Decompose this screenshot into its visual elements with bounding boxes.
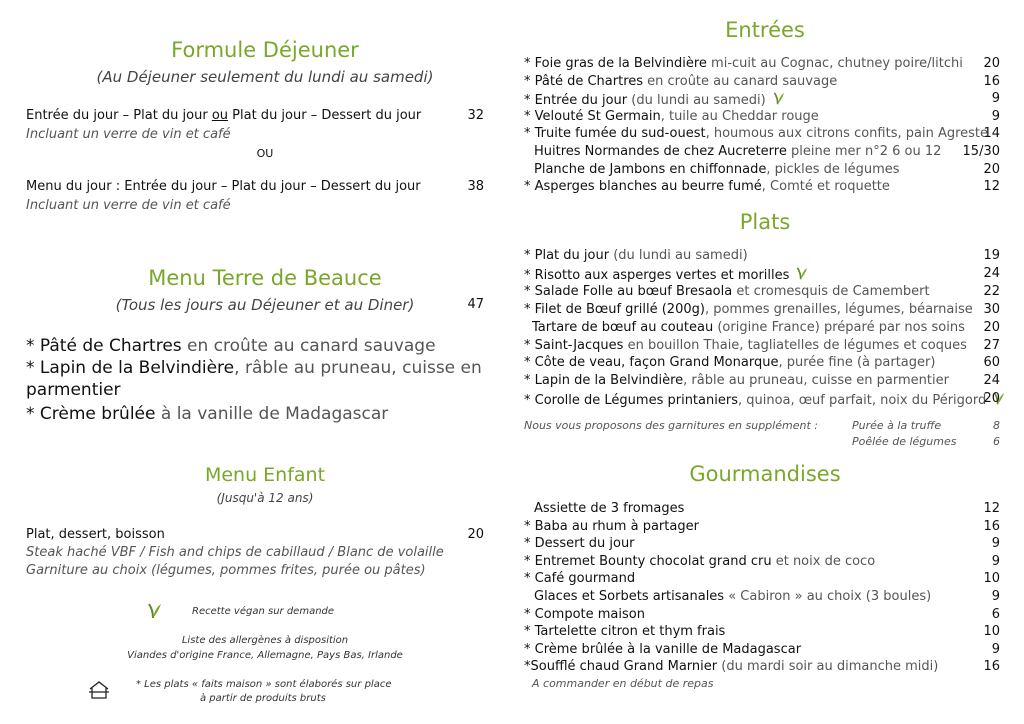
item-name: * Foie gras de la Belvindière (524, 56, 707, 71)
item-price: 9 (991, 553, 1000, 569)
gourmandises-item-text (524, 536, 635, 551)
gourmandises-item-text (524, 571, 635, 586)
footer-allergens: Liste des allergènes à disposition (181, 635, 349, 646)
gourmandises-item-text (524, 554, 875, 569)
item-name: Tartare de bœuf au couteau (532, 319, 714, 335)
plats-item (524, 320, 1000, 337)
entrees-item-text (524, 91, 785, 110)
plats-item-text (524, 338, 967, 353)
item-price: 16 (983, 518, 1000, 534)
gourmandises-item-text (524, 659, 938, 674)
item-name: * Entremet Bounty chocolat grand cru (524, 553, 772, 569)
item-desc: en bouillon Thaie, tagliatelles de légumes et coques (623, 337, 967, 353)
terre-item-2 (26, 358, 482, 378)
item-desc: « Cabiron » au choix (3 boules) (724, 589, 932, 604)
item-desc: , houmous aux citrons confits, pain Agreste (705, 126, 989, 142)
item-name: * Truite fumée du sud-ouest (524, 126, 706, 142)
item-name: * Baba au rhum à partager (524, 518, 699, 534)
footer-maison-2: à partir de produits bruts (200, 693, 326, 704)
item-price: 20 (983, 391, 1000, 407)
gourmandises-item-text (534, 501, 684, 516)
plats-item-text (524, 302, 973, 317)
item-name: * Crème brûlée à la vanille de Madagascar (524, 641, 802, 657)
gourmandises-item-text (524, 607, 645, 622)
leaf-icon (795, 270, 808, 285)
gourmandises-item (524, 536, 1000, 553)
item-price: 15/30 (962, 144, 1000, 159)
formule-line1-a: Entrée du jour – Plat du jour (26, 108, 212, 123)
enfant-price: 20 (467, 527, 484, 542)
item-desc: (origine France) préparé par nos soins (713, 319, 965, 335)
plats-item-text (524, 355, 935, 370)
item-name: * Tartelette citron et thym frais (524, 624, 726, 640)
item-price: 9 (991, 589, 1000, 604)
item-price: 30 (983, 301, 1000, 317)
garniture-1-name: Purée à la truffe (852, 419, 942, 432)
footer-vegan: Recette végan sur demande (192, 606, 335, 617)
plats-item-text (532, 320, 965, 335)
item-price: 10 (983, 571, 1000, 587)
gourmandises-item (524, 659, 1000, 676)
footer-maison-1: * Les plats « faits maison » sont élaborés sur place (136, 679, 392, 690)
terre-price: 47 (467, 297, 484, 312)
gourmandises-title: Gourmandises (689, 462, 841, 486)
item-name: * Salade Folle au bœuf Bresaola (524, 283, 733, 299)
entrees-item (524, 126, 1000, 143)
item-name: * Velouté St Germain (524, 108, 661, 124)
terre-item-2-desc2: parmentier (26, 380, 121, 400)
item-desc: , purée fine (à partager) (778, 355, 936, 371)
item-price: 60 (983, 355, 1000, 371)
plats-item (524, 391, 1000, 408)
leaf-icon (146, 602, 162, 624)
garniture-1-price: 8 (993, 419, 1000, 432)
item-price: 10 (983, 624, 1000, 640)
item-desc: (du lundi au samedi) (609, 248, 748, 263)
item-desc: , tuile au Cheddar rouge (660, 108, 819, 124)
entrees-item (524, 109, 1000, 126)
item-desc: et cromesquis de Camembert (732, 283, 930, 299)
entrees-item-text (524, 56, 963, 71)
item-price: 24 (983, 373, 1000, 389)
item-price: 12 (983, 501, 1000, 516)
item-name: Huitres Normandes de chez Aucreterre (534, 144, 787, 159)
gourmandises-item-text (534, 589, 931, 604)
entrees-item (524, 74, 1000, 91)
gourmandises-note: A commander en début de repas (532, 677, 714, 690)
formule-line2: Menu du jour : Entrée du jour – Plat du jour – Dessert du jour (26, 179, 421, 194)
entrees-item-text (524, 126, 988, 141)
entrees-item-text (524, 109, 819, 124)
item-name: * Asperges blanches au beurre fumé (524, 179, 762, 195)
item-price: 16 (983, 659, 1000, 675)
item-desc: , pommes grenailles, légumes, béarnaise (704, 301, 973, 317)
item-price: 9 (991, 108, 1000, 124)
item-price: 9 (991, 641, 1000, 657)
gourmandises-item (524, 554, 1000, 571)
item-desc: (du mardi soir au dimanche midi) (717, 659, 939, 675)
entrees-title: Entrées (725, 18, 805, 42)
item-desc: , pickles de légumes (766, 161, 900, 177)
item-name: * Dessert du jour (524, 536, 635, 552)
item-name: * Plat du jour (524, 248, 610, 263)
gourmandises-item-text (524, 519, 699, 534)
item-price: 27 (983, 337, 1000, 353)
entrees-item (524, 91, 1000, 108)
formule-line1 (26, 108, 421, 123)
plats-title: Plats (739, 210, 791, 234)
entrees-item (524, 56, 1000, 73)
terre-title: Menu Terre de Beauce (148, 266, 382, 290)
item-price: 24 (983, 265, 1000, 281)
plats-item-text (524, 266, 808, 285)
item-price: 9 (991, 91, 1000, 107)
item-price: 14 (983, 126, 1000, 142)
entrees-item-text (534, 144, 941, 159)
terre-item-3-name: * Crème brûlée (26, 404, 156, 424)
formule-line1-ou: ou (211, 108, 229, 123)
footer-origin: Viandes d'origine France, Allemagne, Pays Bas, Irlande (127, 650, 403, 661)
item-desc: pleine mer n°2 6 ou 12 (786, 144, 942, 159)
enfant-detail-1: Steak haché VBF / Fish and chips de cabillaud / Blanc de volaille (26, 545, 444, 560)
plats-item (524, 373, 1000, 390)
item-price: 6 (991, 606, 1000, 622)
gourmandises-item-text (524, 642, 801, 657)
item-desc: , quinoa, œuf parfait, noix du Périgord (737, 393, 987, 409)
formule-price2: 38 (467, 179, 484, 194)
item-desc: , Comté et roquette (761, 179, 890, 195)
item-name: * Côte de veau, façon Grand Monarque (524, 355, 779, 371)
plats-item (524, 302, 1000, 319)
item-name: Assiette de 3 fromages (534, 501, 685, 516)
plats-item-text (524, 284, 930, 299)
formule-title: Formule Déjeuner (171, 38, 359, 62)
entrees-item (524, 179, 1000, 196)
gourmandises-item (524, 571, 1000, 588)
plats-item (524, 284, 1000, 301)
item-name: * Pâté de Chartres (524, 73, 644, 89)
terre-item-3-desc: à la vanille de Madagascar (155, 404, 389, 424)
item-price: 16 (983, 73, 1000, 89)
formule-note2: Incluant un verre de vin et café (26, 198, 231, 213)
item-desc: et noix de coco (771, 553, 876, 569)
formule-price1: 32 (467, 108, 484, 123)
formule-or: OU (256, 147, 274, 160)
item-name: Planche de Jambons en chiffonnade (534, 161, 767, 177)
enfant-detail-2: Garniture au choix (légumes, pommes frites, purée ou pâtes) (26, 563, 426, 578)
item-name: * Lapin de la Belvindière (524, 373, 684, 389)
terre-item-1 (26, 336, 436, 356)
item-name: * Corolle de Légumes printaniers (524, 393, 738, 409)
gourmandises-item (524, 501, 1000, 518)
item-price: 19 (983, 248, 1000, 263)
entrees-item (524, 144, 1000, 161)
enfant-line: Plat, dessert, boisson (26, 527, 165, 542)
gourmandises-item-text (524, 624, 725, 639)
item-price: 12 (983, 179, 1000, 195)
terre-item-2-desc: , râble au pruneau, cuisse en (234, 358, 482, 378)
plats-item (524, 248, 1000, 265)
terre-item-1-name: * Pâté de Chartres (26, 336, 182, 356)
item-desc: mi-cuit au Cognac, chutney poire/litchi (706, 56, 963, 71)
item-name: * Filet de Bœuf grillé (200g) (524, 301, 705, 317)
gourmandises-item (524, 589, 1000, 606)
garniture-2-price: 6 (993, 435, 1000, 448)
item-name: * Café gourmand (524, 571, 636, 587)
garniture-2-name: Poêlée de légumes (852, 435, 957, 448)
gourmandises-item (524, 642, 1000, 659)
plats-item (524, 338, 1000, 355)
entrees-item-text (534, 162, 900, 177)
item-name: * Entrée du jour (524, 93, 628, 109)
formule-note1: Incluant un verre de vin et café (26, 127, 231, 142)
item-name: * Saint-Jacques (524, 337, 624, 353)
terre-item-2-name: * Lapin de la Belvindière (26, 358, 235, 378)
terre-item-3 (26, 404, 388, 424)
item-price: 20 (983, 56, 1000, 71)
item-desc: (du lundi au samedi) (627, 93, 766, 109)
plats-item-text (524, 391, 1005, 410)
entrees-item (524, 162, 1000, 179)
item-desc: , râble au pruneau, cuisse en parmentier (683, 373, 949, 389)
formule-line1-b: Plat du jour – Dessert du jour (228, 108, 422, 123)
entrees-item-text (524, 74, 837, 89)
enfant-title: Menu Enfant (204, 464, 326, 486)
item-name: * Compote maison (524, 606, 645, 622)
item-name: *Soufflé chaud Grand Marnier (524, 659, 718, 675)
plats-item-text (524, 248, 748, 263)
entrees-item-text (524, 179, 890, 194)
item-desc: en croûte au canard sauvage (643, 73, 838, 89)
item-name: Glaces et Sorbets artisanales (534, 589, 725, 604)
item-price: 22 (983, 283, 1000, 299)
item-name: * Risotto aux asperges vertes et morilles (524, 267, 790, 283)
item-price: 9 (991, 536, 1000, 552)
house-icon (88, 680, 110, 704)
plats-item-text (524, 373, 949, 388)
garnitures-note: Nous vous proposons des garnitures en supplément : (524, 419, 818, 432)
item-price: 20 (983, 319, 1000, 335)
plats-item (524, 355, 1000, 372)
enfant-subtitle: (Jusqu'à 12 ans) (216, 491, 314, 505)
terre-item-1-desc: en croûte au canard sauvage (181, 336, 436, 356)
gourmandises-item (524, 607, 1000, 624)
item-price: 20 (983, 161, 1000, 177)
gourmandises-item (524, 519, 1000, 536)
terre-subtitle: (Tous les jours au Déjeuner et au Diner) (115, 296, 415, 314)
gourmandises-item (524, 624, 1000, 641)
plats-item (524, 266, 1000, 283)
formule-subtitle: (Au Déjeuner seulement du lundi au samedi) (96, 68, 434, 86)
